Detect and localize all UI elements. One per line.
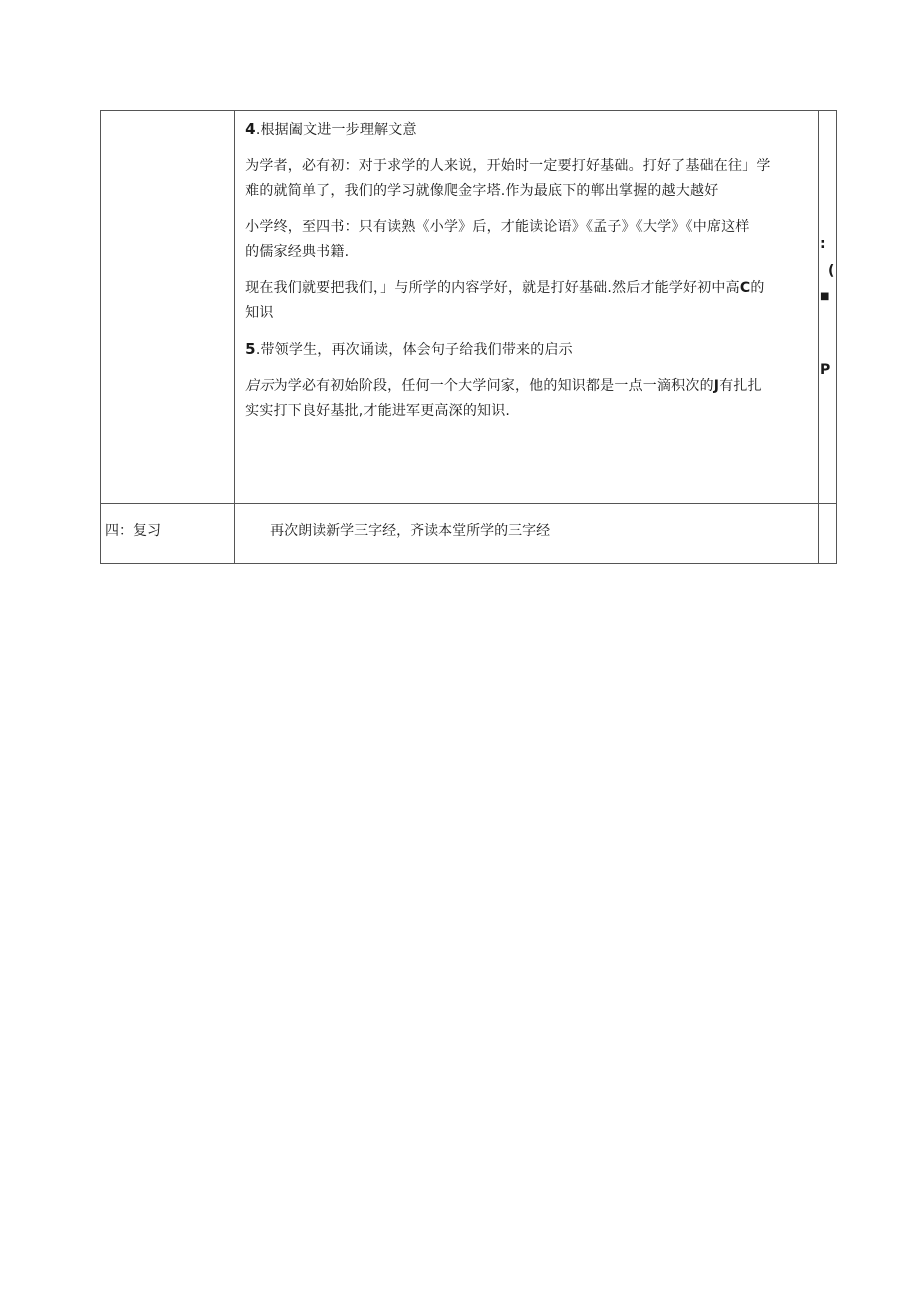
paragraph-now [245,276,818,326]
paragraph-four-books-line1: 小学终，至四书：只有读熟《小学》后，才能读论语》《孟子》《大学》《中席这样 [245,219,750,235]
paragraph-four-books [245,215,818,265]
item4-heading [245,117,818,143]
paragraph-now-line1-c: 的 [750,280,765,296]
paragraph-insight-line2: 实实打下良好基批,才能进军更高深的知识. [245,403,511,419]
paragraph-now-line2: 知识 [245,305,274,321]
main-row-content-cell [235,111,819,504]
item4-title: .根据阖文进一步理解文意 [255,122,417,138]
paragraph-insight-line1-b: J [713,378,720,394]
paragraph-insight [245,374,818,424]
side-mark-paren: ( [827,263,835,279]
item5-number: 5 [245,340,256,358]
review-row [101,504,837,564]
paragraph-now-line1-b: C [739,280,751,296]
review-side-cell [818,504,836,564]
main-content [235,111,818,424]
review-label-cell [101,504,235,564]
side-mark-p: P [819,362,831,378]
review-label: 四：复习 [105,523,161,539]
lesson-plan-table [100,110,837,564]
side-mark-square: ■ [819,291,830,302]
paragraph-foundation-line1: 为学者，必有初：对于求学的人来说，开始时一定要打好基础。打好了基础在往」学 [245,158,771,174]
paragraph-now-line1-a: 现在我们就要把我们，」与所学的内容学好，就是打好基础.然后才能学好初中高 [245,280,740,296]
item5-title: .带领学生，再次诵读，体会句子给我们带来的启示 [255,342,573,358]
paragraph-foundation-line2: 难的就简单了，我们的学习就像爬金字塔.作为最底下的郸出掌握的越大越好 [245,183,719,199]
side-mark-colon: : [819,236,826,252]
item4-number: 4 [245,120,256,138]
main-row-label-cell [101,111,235,504]
paragraph-four-books-line2: 的儒家经典书籍. [245,244,350,260]
main-row-side-cell [818,111,836,504]
paragraph-foundation [245,154,818,204]
item5-heading [245,337,818,363]
main-row [101,111,837,504]
paragraph-insight-line1-a: 为学必有初始阶段，任何一个大学问家，他的知识都是一点一滴积次的 [273,378,714,394]
review-content-cell [235,504,819,564]
review-text: 再次朗读新学三字经，齐读本堂所学的三字经 [270,523,551,539]
paragraph-insight-line1-c: 有扎扎 [719,378,762,394]
paragraph-insight-label: 启示 [245,378,274,394]
